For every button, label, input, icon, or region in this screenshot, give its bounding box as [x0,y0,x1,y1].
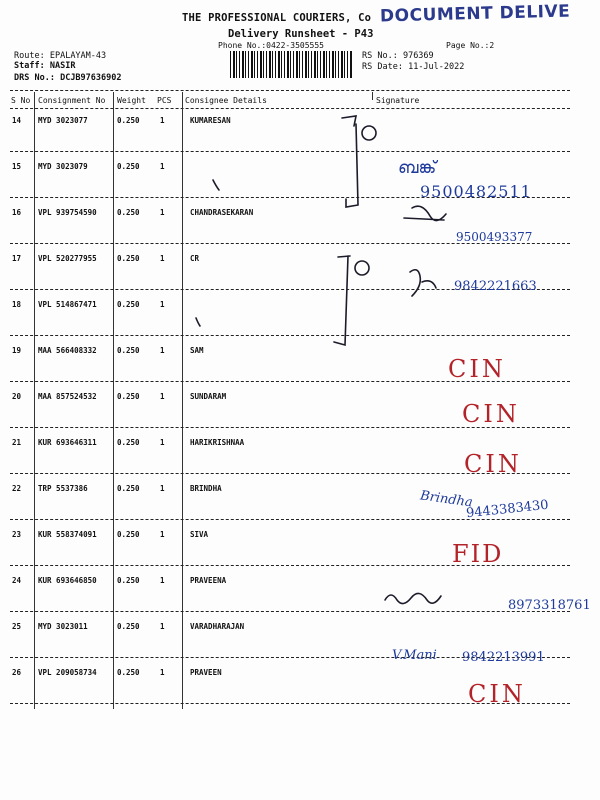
row-consignment-no: TRP 5537386 [38,484,88,493]
row-consignee: BRINDHA [190,484,222,493]
row-consignment-no: VPL 520277955 [38,254,97,263]
tick-mark-icon [213,180,219,190]
signature-scribble: ബങ്ക് [398,158,437,178]
row-consignment-no: VPL 514867471 [38,300,97,309]
row-sno: 20 [12,392,22,401]
column-header-weight: Weight [117,96,146,105]
row-weight: 0.250 [117,208,140,217]
row-sno: 15 [12,162,22,171]
handwritten-phone-number: 9842213991 [462,650,545,665]
row-pcs: 1 [160,530,165,539]
row-consignment-no: MAA 566408332 [38,346,97,355]
company-name: THE PROFESSIONAL COURIERS, Co [182,12,372,24]
row-pcs: 1 [160,668,165,677]
row-pcs: 1 [160,576,165,585]
row-weight: 0.250 [117,254,140,263]
document-delivered-stamp: DOCUMENT DELIVE [379,1,571,27]
row-consignee: CHANDRASEKARAN [190,208,254,217]
row-sno: 19 [12,346,22,355]
route-value: EPALAYAM-43 [49,51,107,61]
handwritten-phone-number: 9842221663 [454,279,537,294]
handwritten-phone-number: 9500493377 [456,230,533,244]
row-consignment-no: MYD 3023079 [38,162,88,171]
handwritten-phone-number: 8973318761 [508,598,591,613]
row-consignment-no: KUR 693646850 [38,576,97,585]
row-consignment-no: MYD 3023011 [38,622,88,631]
row-weight: 0.250 [117,300,140,309]
row-consignee: PRAVEEN [190,668,222,677]
row-weight: 0.250 [117,392,140,401]
row-sno: 25 [12,622,22,631]
row-consignee: CR [190,254,200,263]
signature-stroke [410,270,436,296]
row-consignment-no: VPL 209058734 [38,668,97,677]
row-pcs: 1 [160,438,165,447]
rs-date-value: 11-Jul-2022 [408,62,465,72]
row-sno: 26 [12,668,22,677]
row-weight: 0.250 [117,622,140,631]
rs-no-field: RS No.: 976369 [362,51,434,61]
column-header-consignee: Consignee Details [185,96,267,105]
column-header-consignment: Consignment No [38,96,106,105]
delivery-bracket-stroke [334,256,350,345]
drs-value: DCJB97636902 [60,73,122,83]
row-pcs: 1 [160,254,165,263]
row-consignee: HARIKRISHNAA [190,438,245,447]
handwritten-cin-note: CIN [464,450,522,478]
row-consignee: PRAVEENA [190,576,227,585]
row-weight: 0.250 [117,484,140,493]
row-pcs: 1 [160,116,165,125]
handwritten-fid-note: FID [452,540,504,568]
row-sno: 21 [12,438,22,447]
phone-number: Phone No.:0422-3505555 [218,41,324,50]
row-sno: 22 [12,484,22,493]
column-header-signature: Signature [376,96,420,105]
row-pcs: 1 [160,300,165,309]
page-title: Delivery Runsheet - P43 [228,28,374,40]
row-consignee: SAM [190,346,204,355]
staff-field: Staff: NASIR [14,61,76,71]
row-consignment-no: KUR 693646311 [38,438,97,447]
row-sno: 23 [12,530,22,539]
handwritten-phone-number: 9500482511 [420,182,532,201]
handwritten-cin-note: CIN [448,355,506,383]
row-consignee: KUMARESAN [190,116,231,125]
row-consignee: SUNDARAM [190,392,227,401]
row-consignee: SIVA [190,530,209,539]
column-header-sno: S No [11,96,31,105]
handwritten-cin-note: CIN [468,680,526,708]
handwritten-name: Brindha [419,488,474,511]
route-field: Route: EPALAYAM-43 [14,51,107,61]
signature-stroke [385,593,441,603]
row-consignment-no: KUR 558374091 [38,530,97,539]
row-weight: 0.250 [117,438,140,447]
tick-mark-icon [196,318,200,326]
rs-no-value: 976369 [402,51,434,61]
rs-date-field: RS Date: 11-Jul-2022 [362,62,465,72]
circled-mark-icon [362,126,376,140]
row-pcs: 1 [160,484,165,493]
row-consignee: VARADHARAJAN [190,622,245,631]
row-consignment-no: MYD 3023077 [38,116,88,125]
row-weight: 0.250 [117,530,140,539]
row-consignment-no: VPL 939754590 [38,208,97,217]
row-sno: 14 [12,116,22,125]
row-sno: 17 [12,254,22,263]
handwritten-phone-number: 9443383430 [465,497,550,522]
delivery-bracket-stroke [342,116,358,207]
row-weight: 0.250 [117,116,140,125]
row-pcs: 1 [160,622,165,631]
row-pcs: 1 [160,208,165,217]
drs-field: DRS No.: DCJB97636902 [14,73,122,83]
page-number: Page No.:2 [446,41,495,50]
row-sno: 18 [12,300,22,309]
staff-value: NASIR [49,61,76,71]
row-pcs: 1 [160,392,165,401]
signature-stroke [404,206,446,220]
handwritten-cin-note: CIN [462,400,520,428]
circled-mark-icon [355,261,369,275]
row-weight: 0.250 [117,668,140,677]
row-weight: 0.250 [117,576,140,585]
row-sno: 16 [12,208,22,217]
column-header-pcs: PCS [157,96,172,105]
row-pcs: 1 [160,346,165,355]
row-weight: 0.250 [117,346,140,355]
handwritten-name: V.Mani [392,648,437,663]
row-pcs: 1 [160,162,165,171]
row-consignment-no: MAA 857524532 [38,392,97,401]
row-weight: 0.250 [117,162,140,171]
row-sno: 24 [12,576,22,585]
